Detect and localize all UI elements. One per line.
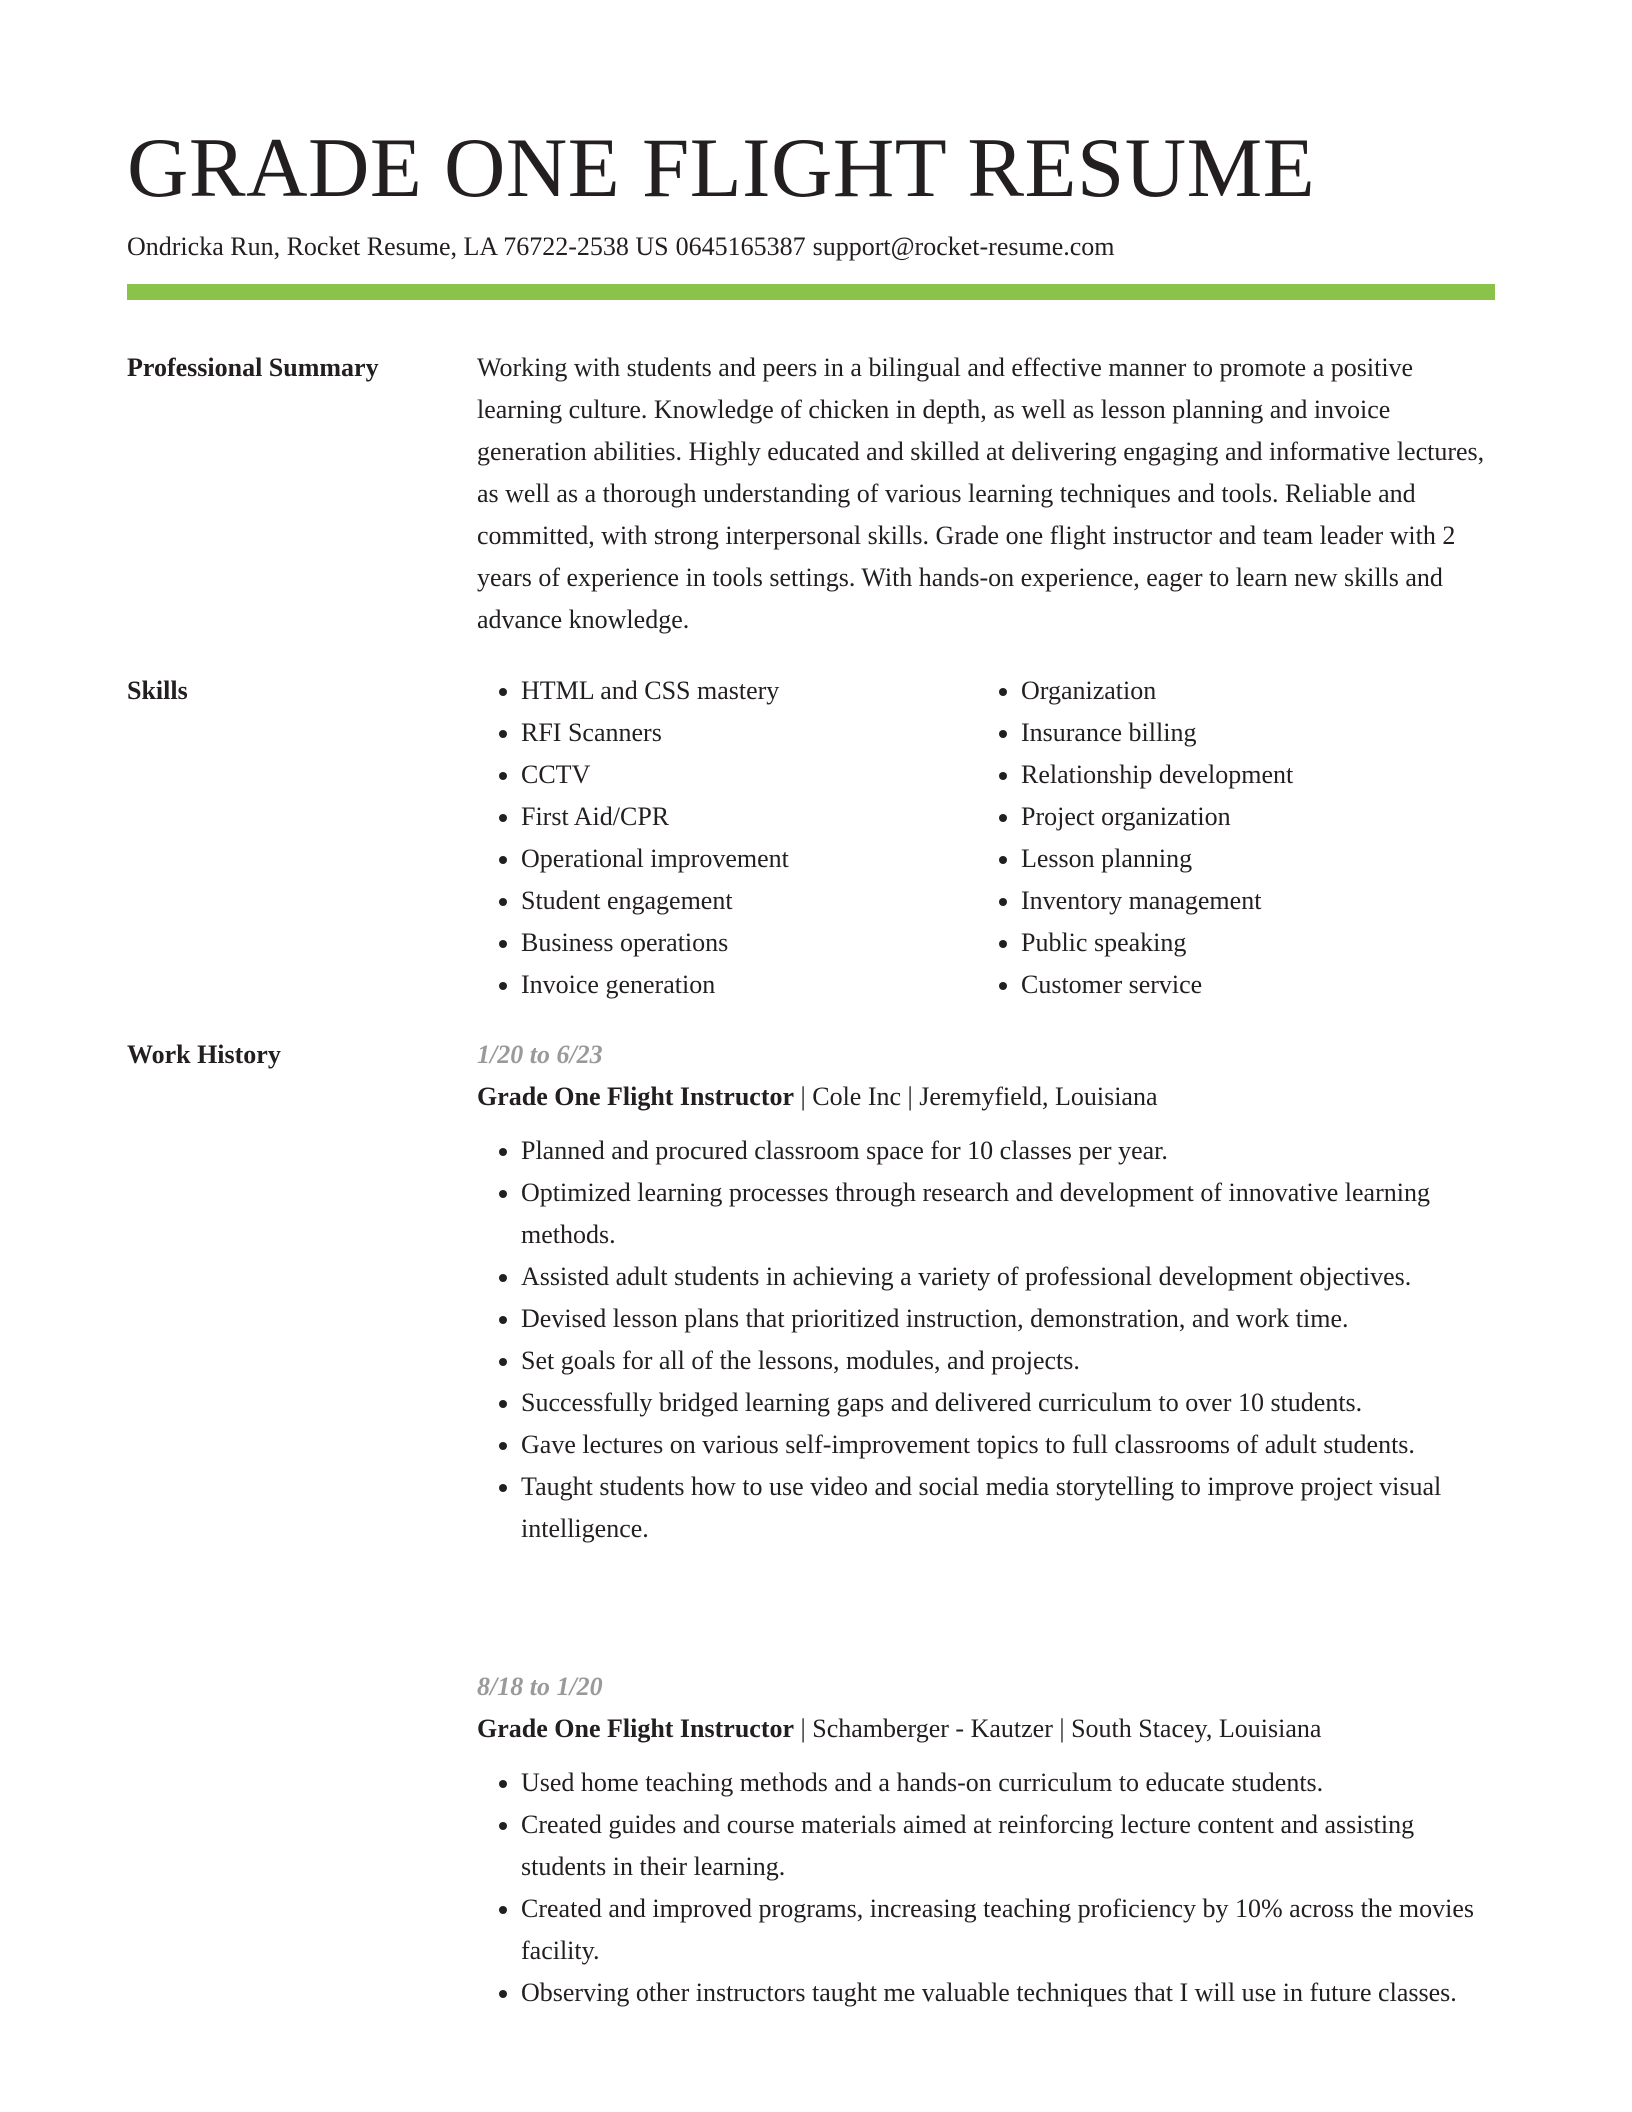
summary-body — [477, 347, 1495, 641]
job-details: | Cole Inc | Jeremyfield, Louisiana — [794, 1082, 1158, 1111]
skill-item: • CCTV — [521, 754, 977, 796]
skill-item: • Organization — [1021, 670, 1477, 712]
skills-list-right — [977, 670, 1477, 1006]
skill-item: • Insurance billing — [1021, 712, 1477, 754]
job-bullet: • Taught students how to use video and social media storytelling to improve project visual intelligence. — [521, 1466, 1495, 1550]
summary-text: Working with students and peers in a bilingual and effective manner to promote a positive learning culture. Knowledge of chicken in depth, as well as lesson planning and invoice generation abilities. Highly educated and skilled at delivering engaging and informative lectures, as well as a thorough understanding of various learning techniques and tools. Reliable and committed, with strong interpersonal skills. Grade one flight instructor and team leader with 2 years of experience in tools settings. With hands-on experience, eager to learn new skills and advance knowledge. — [477, 353, 1485, 634]
skill-item: • First Aid/CPR — [521, 796, 977, 838]
header-divider — [127, 284, 1495, 300]
summary-heading: Professional Summary — [127, 353, 379, 382]
job-dates: 8/18 to 1/20 — [477, 1672, 603, 1701]
skill-item: • HTML and CSS mastery — [521, 670, 977, 712]
contact-line — [127, 229, 1122, 265]
job-bullet: • Planned and procured classroom space for 10 classes per year. — [521, 1130, 1495, 1172]
contact-phone: 0645165387 — [675, 232, 806, 261]
skill-item: • RFI Scanners — [521, 712, 977, 754]
job-bullet: • Created and improved programs, increasing teaching proficiency by 10% across the movies facility. — [521, 1888, 1495, 1972]
job-details: | Schamberger - Kautzer | South Stacey, Louisiana — [794, 1714, 1322, 1743]
skill-item: • Project organization — [1021, 796, 1477, 838]
job-entry — [477, 1034, 1495, 1550]
work-heading: Work History — [127, 1040, 281, 1069]
job-title: Grade One Flight Instructor — [477, 1714, 795, 1743]
skill-item: • Invoice generation — [521, 964, 977, 1006]
skill-item: • Lesson planning — [1021, 838, 1477, 880]
skills-column-right — [977, 670, 1477, 1006]
skill-item: • Relationship development — [1021, 754, 1477, 796]
skill-item: • Business operations — [521, 922, 977, 964]
job-bullet: • Created guides and course materials aimed at reinforcing lecture content and assisting students in their learning. — [521, 1804, 1495, 1888]
skills-column-left — [477, 670, 977, 1006]
job-bullet: • Assisted adult students in achieving a variety of professional development objectives. — [521, 1256, 1495, 1298]
job-bullet: • Gave lectures on various self-improvement topics to full classrooms of adult students. — [521, 1424, 1495, 1466]
job-dates: 1/20 to 6/23 — [477, 1040, 603, 1069]
job-heading — [477, 1076, 1495, 1118]
skill-item: • Student engagement — [521, 880, 977, 922]
job-entry — [477, 1666, 1495, 2014]
job-bullets — [477, 1130, 1495, 1550]
contact-email: support@rocket-resume.com — [812, 232, 1115, 261]
job-title: Grade One Flight Instructor — [477, 1082, 795, 1111]
resume-name: GRADE ONE FLIGHT RESUME — [127, 121, 1316, 215]
skills-heading: Skills — [127, 676, 188, 705]
job-bullet: • Observing other instructors taught me valuable techniques that I will use in future classes. — [521, 1972, 1495, 2014]
skill-item: • Public speaking — [1021, 922, 1477, 964]
skills-list-left — [477, 670, 977, 1006]
contact-address: Ondricka Run, Rocket Resume, LA 76722-2538 US — [127, 232, 669, 261]
job-bullet: • Successfully bridged learning gaps and delivered curriculum to over 10 students. — [521, 1382, 1495, 1424]
job-bullet: • Set goals for all of the lessons, modules, and projects. — [521, 1340, 1495, 1382]
job-bullet: • Used home teaching methods and a hands-on curriculum to educate students. — [521, 1762, 1495, 1804]
skill-item: • Operational improvement — [521, 838, 977, 880]
job-bullet: • Optimized learning processes through research and development of innovative learning methods. — [521, 1172, 1495, 1256]
job-bullets — [477, 1762, 1495, 2014]
skill-item: • Inventory management — [1021, 880, 1477, 922]
job-bullet: • Devised lesson plans that prioritized instruction, demonstration, and work time. — [521, 1298, 1495, 1340]
job-heading — [477, 1708, 1495, 1750]
skill-item: • Customer service — [1021, 964, 1477, 1006]
